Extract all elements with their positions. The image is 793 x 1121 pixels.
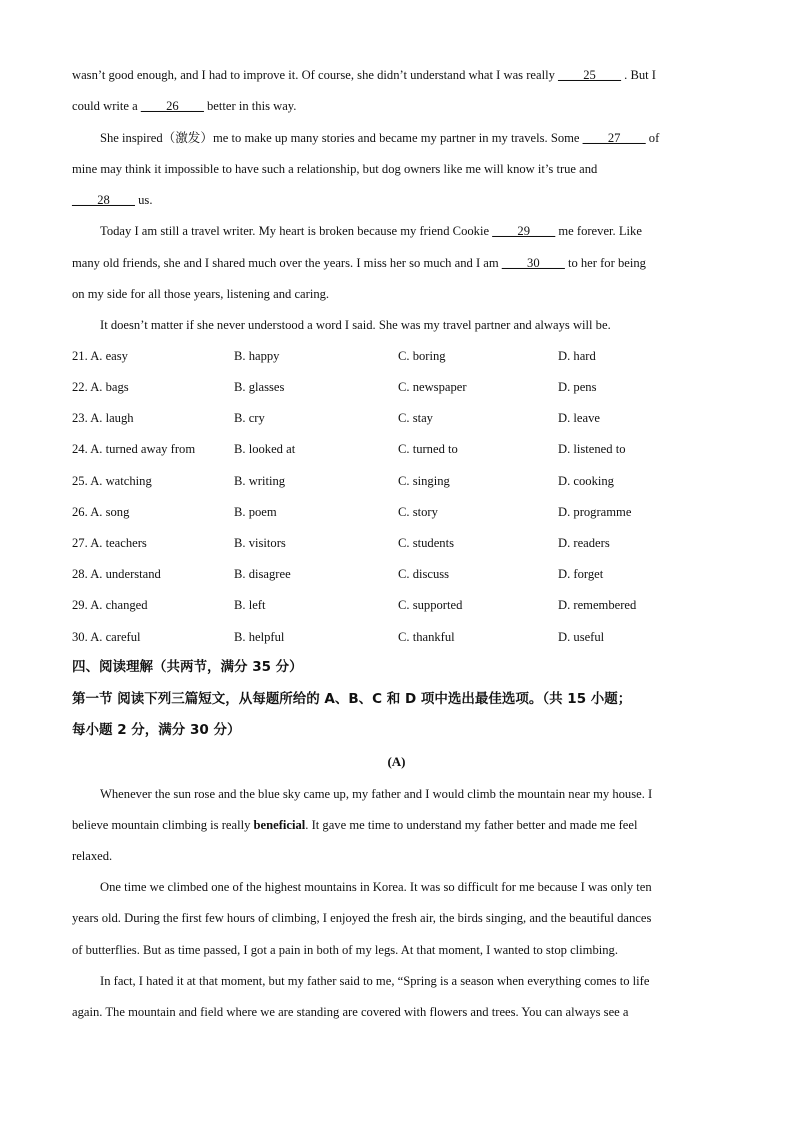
blank-28: ____28____: [72, 193, 135, 207]
text: . But I: [621, 68, 656, 82]
option-c: C. stay: [398, 411, 433, 425]
cloze-line: [100, 317, 723, 333]
option-c: C. boring: [398, 349, 446, 363]
text: wasn’t good enough, and I had to improve it. Of course, she didn’t understand what I was really: [72, 68, 559, 82]
text: of: [645, 131, 660, 145]
option-a: 23. A. laugh: [72, 411, 134, 425]
option-row: [72, 379, 732, 395]
cloze-line: [72, 161, 723, 177]
option-c: C. newspaper: [398, 380, 467, 394]
option-d: D. hard: [558, 349, 596, 363]
part-instructions-cont: 每小题 2 分，满分 30 分）: [72, 722, 241, 738]
option-c: C. singing: [398, 474, 450, 488]
passage-line: again. The mountain and field where we are standing are covered with flowers and trees. You can always see a: [72, 1005, 629, 1019]
option-a: 22. A. bags: [72, 380, 129, 394]
option-a: 27. A. teachers: [72, 536, 147, 550]
option-d: D. forget: [558, 567, 604, 581]
option-row: [72, 566, 732, 582]
passage-line: of butterflies. But as time passed, I got a pain in both of my legs. At that moment, I wanted to stop climbing.: [72, 943, 618, 957]
text: better in this way.: [203, 99, 297, 113]
option-c: C. discuss: [398, 567, 450, 581]
cloze-line: [72, 192, 723, 208]
option-c: C. supported: [398, 598, 463, 612]
text: It doesn’t matter if she never understood a word I said. She was my travel partner and always will be.: [100, 318, 611, 332]
blank-25: ____25____: [558, 68, 622, 82]
option-row: [72, 473, 732, 489]
text: us.: [134, 193, 153, 207]
passage-line: [72, 817, 723, 833]
text: me forever. Like: [555, 224, 642, 238]
passage-line: Whenever the sun rose and the blue sky came up, my father and I would climb the mountain near my house. I: [100, 787, 653, 801]
option-d: D. remembered: [558, 598, 637, 612]
bold-word: beneficial: [253, 818, 306, 832]
option-row: [72, 348, 732, 364]
option-d: D. programme: [558, 505, 632, 519]
option-a: 21. A. easy: [72, 349, 128, 363]
text: She inspired（激发）me to make up many stories and became my partner in my travels. Some: [100, 131, 583, 145]
cloze-line: [72, 255, 723, 271]
option-b: B. glasses: [234, 380, 285, 394]
option-b: B. looked at: [234, 442, 296, 456]
cloze-line: [100, 130, 723, 146]
blank-30: ____30____: [501, 256, 565, 270]
option-row: [72, 410, 732, 426]
passage-label: (A): [387, 754, 406, 769]
option-b: B. cry: [234, 411, 265, 425]
option-d: D. readers: [558, 536, 610, 550]
text: believe mountain climbing is really: [72, 818, 254, 832]
cloze-line: [72, 67, 723, 83]
blank-29: ____29____: [492, 224, 556, 238]
option-a: 24. A. turned away from: [72, 442, 196, 456]
cloze-line: [72, 98, 723, 114]
option-d: D. leave: [558, 411, 600, 425]
option-row: [72, 629, 732, 645]
option-b: B. visitors: [234, 536, 286, 550]
option-d: D. listened to: [558, 442, 626, 456]
text: to her for being: [564, 256, 646, 270]
option-row: [72, 441, 732, 457]
option-a: 29. A. changed: [72, 598, 148, 612]
option-a: 26. A. song: [72, 505, 130, 519]
text: Today I am still a travel writer. My heart is broken because my friend Cookie: [100, 224, 493, 238]
option-a: 30. A. careful: [72, 630, 141, 644]
option-b: B. happy: [234, 349, 280, 363]
option-d: D. useful: [558, 630, 605, 644]
section-heading: 四、阅读理解（共两节，满分 35 分）: [72, 659, 303, 675]
option-b: B. disagree: [234, 567, 291, 581]
blank-26: ____26____: [140, 99, 204, 113]
passage-line: In fact, I hated it at that moment, but my father said to me, “Spring is a season when everything comes to life: [100, 974, 650, 988]
option-row: [72, 504, 732, 520]
text: . It gave me time to understand my father better and made me feel: [305, 818, 638, 832]
option-row: [72, 597, 732, 613]
text: many old friends, she and I shared much over the years. I miss her so much and I am: [72, 256, 502, 270]
option-b: B. helpful: [234, 630, 285, 644]
option-a: 25. A. watching: [72, 474, 152, 488]
text: on my side for all those years, listening and caring.: [72, 287, 330, 301]
option-c: C. thankful: [398, 630, 455, 644]
option-d: D. pens: [558, 380, 597, 394]
blank-27: ____27____: [582, 131, 646, 145]
part-instructions: 第一节 阅读下列三篇短文，从每题所给的 A、B、C 和 D 项中选出最佳选项。（共 15 小题；: [72, 691, 632, 707]
option-c: C. turned to: [398, 442, 458, 456]
passage-line: years old. During the first few hours of climbing, I enjoyed the fresh air, the birds singing, and the beautiful dances: [72, 911, 652, 925]
cloze-line: [72, 286, 723, 302]
option-c: C. story: [398, 505, 438, 519]
passage-line: relaxed.: [72, 849, 113, 863]
text: mine may think it impossible to have such a relationship, but dog owners like me will know it’s true and: [72, 162, 598, 176]
passage-line: One time we climbed one of the highest mountains in Korea. It was so difficult for me because I was only ten: [100, 880, 652, 894]
option-c: C. students: [398, 536, 454, 550]
option-b: B. poem: [234, 505, 277, 519]
text: could write a: [72, 99, 141, 113]
option-row: [72, 535, 732, 551]
option-d: D. cooking: [558, 474, 614, 488]
option-a: 28. A. understand: [72, 567, 161, 581]
option-b: B. left: [234, 598, 266, 612]
option-b: B. writing: [234, 474, 286, 488]
cloze-line: [100, 223, 723, 239]
